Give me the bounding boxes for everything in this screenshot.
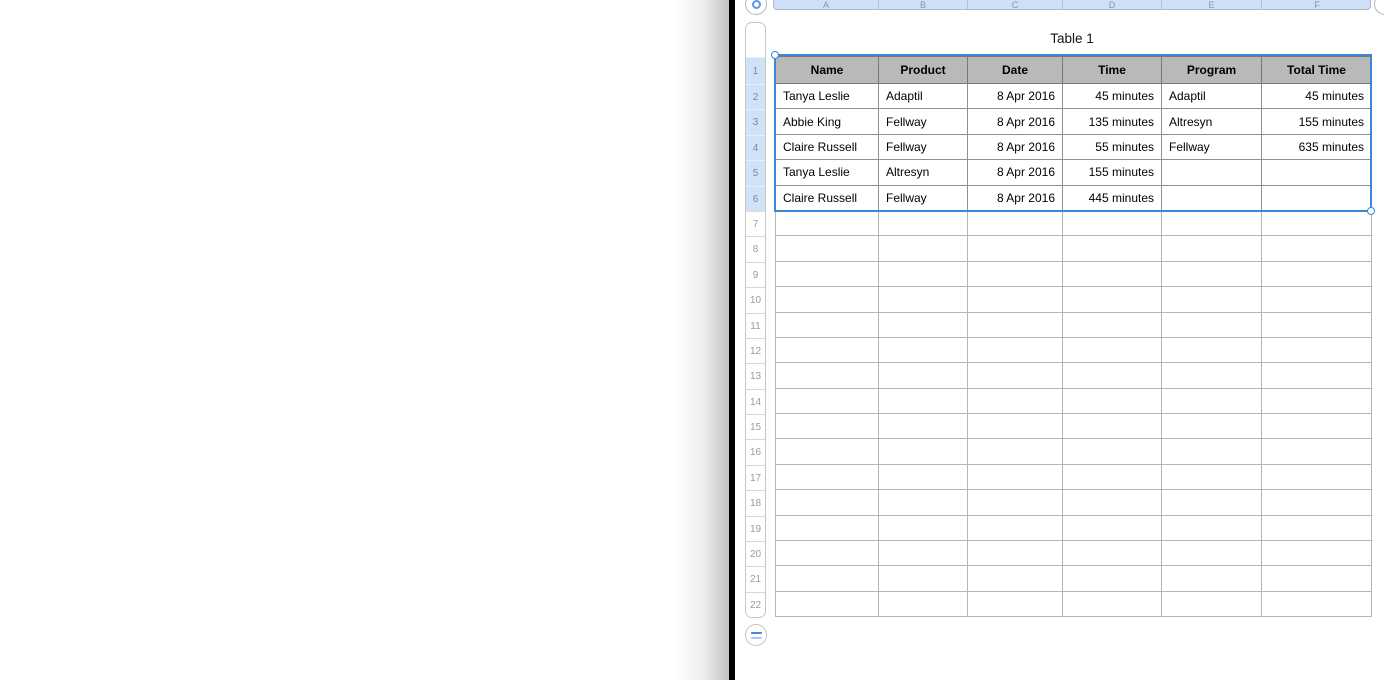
row-number-3[interactable]: 3 <box>746 109 765 134</box>
table-row-empty <box>776 210 1372 235</box>
table-row-empty <box>776 490 1372 515</box>
table-cell[interactable]: 8 Apr 2016 <box>968 160 1063 185</box>
table-row-empty <box>776 591 1372 616</box>
row-number-15[interactable]: 15 <box>746 414 765 439</box>
table-cell-empty[interactable] <box>1063 439 1162 464</box>
table-cell-empty[interactable] <box>1063 541 1162 566</box>
table-cell[interactable]: Fellway <box>879 109 968 134</box>
table-row-empty <box>776 439 1372 464</box>
row-number-18[interactable]: 18 <box>746 490 765 515</box>
ring-icon <box>752 0 761 9</box>
table-cell[interactable]: Fellway <box>879 134 968 159</box>
table-header-date[interactable]: Date <box>968 57 1063 84</box>
table-row-empty <box>776 363 1372 388</box>
column-letter-b[interactable]: B <box>879 0 968 9</box>
table-cell-empty[interactable] <box>776 210 879 235</box>
row-number-7[interactable]: 7 <box>746 211 765 236</box>
row-number-2[interactable]: 2 <box>746 84 765 109</box>
table-row <box>776 134 1372 159</box>
top-right-circle-icon[interactable] <box>1374 0 1384 15</box>
table-cell-empty[interactable] <box>776 541 879 566</box>
table-cell-empty[interactable] <box>776 566 879 591</box>
row-number-17[interactable]: 17 <box>746 465 765 490</box>
row-number-5[interactable]: 5 <box>746 160 765 185</box>
table-cell-empty[interactable] <box>1063 566 1162 591</box>
table-cell-empty[interactable] <box>1262 210 1372 235</box>
table-cell-empty[interactable] <box>968 388 1063 413</box>
table-row <box>776 185 1372 210</box>
column-header-strip <box>773 0 1371 10</box>
table-cell-empty[interactable] <box>1262 261 1372 286</box>
table-cell-empty[interactable] <box>1262 541 1372 566</box>
table-cell[interactable]: Altresyn <box>1162 109 1262 134</box>
table-cell[interactable]: 55 minutes <box>1063 134 1162 159</box>
table-cell-empty[interactable] <box>968 210 1063 235</box>
table-row-empty <box>776 388 1372 413</box>
table-cell-empty[interactable] <box>1063 414 1162 439</box>
table-cell-empty[interactable] <box>1262 414 1372 439</box>
table-cell[interactable]: Fellway <box>879 185 968 210</box>
table-row <box>776 84 1372 109</box>
spreadsheet-canvas <box>735 0 1384 680</box>
table-cell-empty[interactable] <box>776 236 879 261</box>
table-cell-empty[interactable] <box>1063 261 1162 286</box>
table-cell[interactable]: 8 Apr 2016 <box>968 134 1063 159</box>
table-cell-empty[interactable] <box>776 439 879 464</box>
selection-handle-top-left[interactable] <box>771 51 779 59</box>
table-cell-empty[interactable] <box>1063 210 1162 235</box>
table-cell-empty[interactable] <box>776 490 879 515</box>
table-cell[interactable] <box>1162 160 1262 185</box>
table-row-empty <box>776 236 1372 261</box>
table-cell-empty[interactable] <box>879 490 968 515</box>
table-cell-empty[interactable] <box>1063 464 1162 489</box>
table-cell-empty[interactable] <box>1063 312 1162 337</box>
row-number-9[interactable]: 9 <box>746 262 765 287</box>
line-icon <box>751 637 762 639</box>
row-number-19[interactable]: 19 <box>746 516 765 541</box>
table-cell-empty[interactable] <box>1262 236 1372 261</box>
table-cell-empty[interactable] <box>968 439 1063 464</box>
row-number-14[interactable]: 14 <box>746 389 765 414</box>
table-cell[interactable]: 45 minutes <box>1262 84 1372 109</box>
table-cell-empty[interactable] <box>968 464 1063 489</box>
table-cell-empty[interactable] <box>1262 515 1372 540</box>
table-row <box>776 160 1372 185</box>
row-number-21[interactable]: 21 <box>746 566 765 591</box>
table-cell-empty[interactable] <box>879 312 968 337</box>
table-cell-empty[interactable] <box>879 541 968 566</box>
table-cell-empty[interactable] <box>1162 566 1262 591</box>
table-cell-empty[interactable] <box>879 515 968 540</box>
add-rows-handle-icon[interactable] <box>745 624 767 646</box>
row-number-10[interactable]: 10 <box>746 287 765 312</box>
table-cell-empty[interactable] <box>879 591 968 616</box>
table-row-empty <box>776 261 1372 286</box>
table-header-time[interactable]: Time <box>1063 57 1162 84</box>
table-cell-empty[interactable] <box>879 388 968 413</box>
table-cell-empty[interactable] <box>879 337 968 362</box>
table-cell[interactable]: Tanya Leslie <box>776 84 879 109</box>
row-number-11[interactable]: 11 <box>746 313 765 338</box>
table-cell-empty[interactable] <box>968 490 1063 515</box>
table-cell-empty[interactable] <box>776 414 879 439</box>
table-cell-empty[interactable] <box>879 261 968 286</box>
table-row-empty <box>776 515 1372 540</box>
table-cell-empty[interactable] <box>776 388 879 413</box>
table-cell[interactable]: Adaptil <box>1162 84 1262 109</box>
table-cell-empty[interactable] <box>968 541 1063 566</box>
table-cell-empty[interactable] <box>1063 337 1162 362</box>
table-cell-empty[interactable] <box>968 236 1063 261</box>
table-cell-empty[interactable] <box>776 337 879 362</box>
table-cell-empty[interactable] <box>879 414 968 439</box>
table-cell-empty[interactable] <box>776 515 879 540</box>
table-header-row <box>776 57 1372 84</box>
table-cell-empty[interactable] <box>776 464 879 489</box>
table-row <box>776 109 1372 134</box>
row-strip-spacer <box>746 23 765 57</box>
row-number-16[interactable]: 16 <box>746 439 765 464</box>
table-cell-empty[interactable] <box>776 591 879 616</box>
table-cell-empty[interactable] <box>1162 210 1262 235</box>
table-cell-empty[interactable] <box>879 363 968 388</box>
row-number-1[interactable]: 1 <box>746 57 765 84</box>
table-cell[interactable]: 8 Apr 2016 <box>968 109 1063 134</box>
table-cell[interactable]: 135 minutes <box>1063 109 1162 134</box>
table-cell-empty[interactable] <box>1162 490 1262 515</box>
table-cell[interactable]: 155 minutes <box>1063 160 1162 185</box>
table-cell-empty[interactable] <box>968 312 1063 337</box>
table-cell-empty[interactable] <box>1162 261 1262 286</box>
table-cell-empty[interactable] <box>879 464 968 489</box>
table-cell-empty[interactable] <box>1063 363 1162 388</box>
row-header-strip <box>745 22 766 618</box>
table-cell-empty[interactable] <box>1262 439 1372 464</box>
table-cell-empty[interactable] <box>968 337 1063 362</box>
table-cell[interactable]: Altresyn <box>879 160 968 185</box>
table-cell[interactable]: Fellway <box>1162 134 1262 159</box>
table-cell-empty[interactable] <box>1162 312 1262 337</box>
table-cell-empty[interactable] <box>776 312 879 337</box>
table-row-empty <box>776 541 1372 566</box>
table-cell-empty[interactable] <box>1162 337 1262 362</box>
table-handle-icon[interactable] <box>745 0 767 15</box>
data-table <box>775 56 1372 617</box>
table-cell[interactable]: 8 Apr 2016 <box>968 185 1063 210</box>
table-cell-empty[interactable] <box>1262 337 1372 362</box>
table-title[interactable]: Table 1 <box>1050 31 1094 46</box>
table-cell-empty[interactable] <box>1262 287 1372 312</box>
column-letter-e[interactable]: E <box>1162 0 1262 9</box>
table-cell[interactable]: Adaptil <box>879 84 968 109</box>
table-cell-empty[interactable] <box>1063 287 1162 312</box>
table-cell-empty[interactable] <box>879 439 968 464</box>
table-row-empty <box>776 287 1372 312</box>
table-cell-empty[interactable] <box>1063 515 1162 540</box>
table-header-product[interactable]: Product <box>879 57 968 84</box>
table-row-empty <box>776 312 1372 337</box>
table-cell-empty[interactable] <box>1162 287 1262 312</box>
table-cell-empty[interactable] <box>1262 591 1372 616</box>
table-cell[interactable]: 8 Apr 2016 <box>968 84 1063 109</box>
table-cell[interactable] <box>1162 185 1262 210</box>
row-number-13[interactable]: 13 <box>746 363 765 388</box>
table-cell-empty[interactable] <box>1162 591 1262 616</box>
table-cell-empty[interactable] <box>968 363 1063 388</box>
table-cell-empty[interactable] <box>1162 236 1262 261</box>
table-cell-empty[interactable] <box>776 261 879 286</box>
table-cell-empty[interactable] <box>1162 439 1262 464</box>
table-cell[interactable] <box>1262 185 1372 210</box>
table-cell-empty[interactable] <box>1162 464 1262 489</box>
table-cell-empty[interactable] <box>1063 388 1162 413</box>
table-cell-empty[interactable] <box>1063 490 1162 515</box>
table-cell-empty[interactable] <box>968 287 1063 312</box>
table-cell[interactable]: 45 minutes <box>1063 84 1162 109</box>
row-number-6[interactable]: 6 <box>746 186 765 211</box>
row-number-12[interactable]: 12 <box>746 338 765 363</box>
table-cell-empty[interactable] <box>879 287 968 312</box>
table-header-program[interactable]: Program <box>1162 57 1262 84</box>
table-cell[interactable]: Claire Russell <box>776 185 879 210</box>
table-cell-empty[interactable] <box>1262 388 1372 413</box>
table-cell-empty[interactable] <box>968 591 1063 616</box>
table-cell[interactable]: 635 minutes <box>1262 134 1372 159</box>
row-number-22[interactable]: 22 <box>746 592 765 617</box>
table-cell-empty[interactable] <box>879 210 968 235</box>
table-cell-empty[interactable] <box>1162 515 1262 540</box>
table-cell[interactable]: Tanya Leslie <box>776 160 879 185</box>
table-cell-empty[interactable] <box>1162 363 1262 388</box>
table-cell-empty[interactable] <box>1262 490 1372 515</box>
table-cell-empty[interactable] <box>968 261 1063 286</box>
table-cell-empty[interactable] <box>968 566 1063 591</box>
table-cell[interactable]: Abbie King <box>776 109 879 134</box>
column-letter-c[interactable]: C <box>968 0 1063 9</box>
selection-handle-bottom-right[interactable] <box>1367 207 1375 215</box>
row-number-4[interactable]: 4 <box>746 135 765 160</box>
table-header-name[interactable]: Name <box>776 57 879 84</box>
table-cell[interactable]: Claire Russell <box>776 134 879 159</box>
table-cell-empty[interactable] <box>776 287 879 312</box>
row-number-20[interactable]: 20 <box>746 541 765 566</box>
table-cell-empty[interactable] <box>1262 566 1372 591</box>
table-cell[interactable]: 155 minutes <box>1262 109 1372 134</box>
column-letter-a[interactable]: A <box>774 0 879 9</box>
table-cell-empty[interactable] <box>1262 363 1372 388</box>
table-cell-empty[interactable] <box>968 515 1063 540</box>
table-cell-empty[interactable] <box>1262 312 1372 337</box>
table-row-empty <box>776 566 1372 591</box>
table-row-empty <box>776 414 1372 439</box>
table-cell-empty[interactable] <box>879 566 968 591</box>
column-letter-d[interactable]: D <box>1063 0 1162 9</box>
table-cell-empty[interactable] <box>1262 464 1372 489</box>
table-cell-empty[interactable] <box>879 236 968 261</box>
table-cell-empty[interactable] <box>776 363 879 388</box>
table-cell-empty[interactable] <box>968 414 1063 439</box>
line-icon <box>751 632 762 634</box>
table-header-total-time[interactable]: Total Time <box>1262 57 1372 84</box>
table-cell[interactable]: 445 minutes <box>1063 185 1162 210</box>
table-cell-empty[interactable] <box>1162 388 1262 413</box>
table-cell-empty[interactable] <box>1063 236 1162 261</box>
row-number-8[interactable]: 8 <box>746 236 765 261</box>
table-cell-empty[interactable] <box>1063 591 1162 616</box>
table-cell-empty[interactable] <box>1162 414 1262 439</box>
table-row-empty <box>776 464 1372 489</box>
column-letter-f[interactable]: F <box>1314 0 1320 10</box>
table-row-empty <box>776 337 1372 362</box>
table-cell-empty[interactable] <box>1162 541 1262 566</box>
table-cell[interactable] <box>1262 160 1372 185</box>
